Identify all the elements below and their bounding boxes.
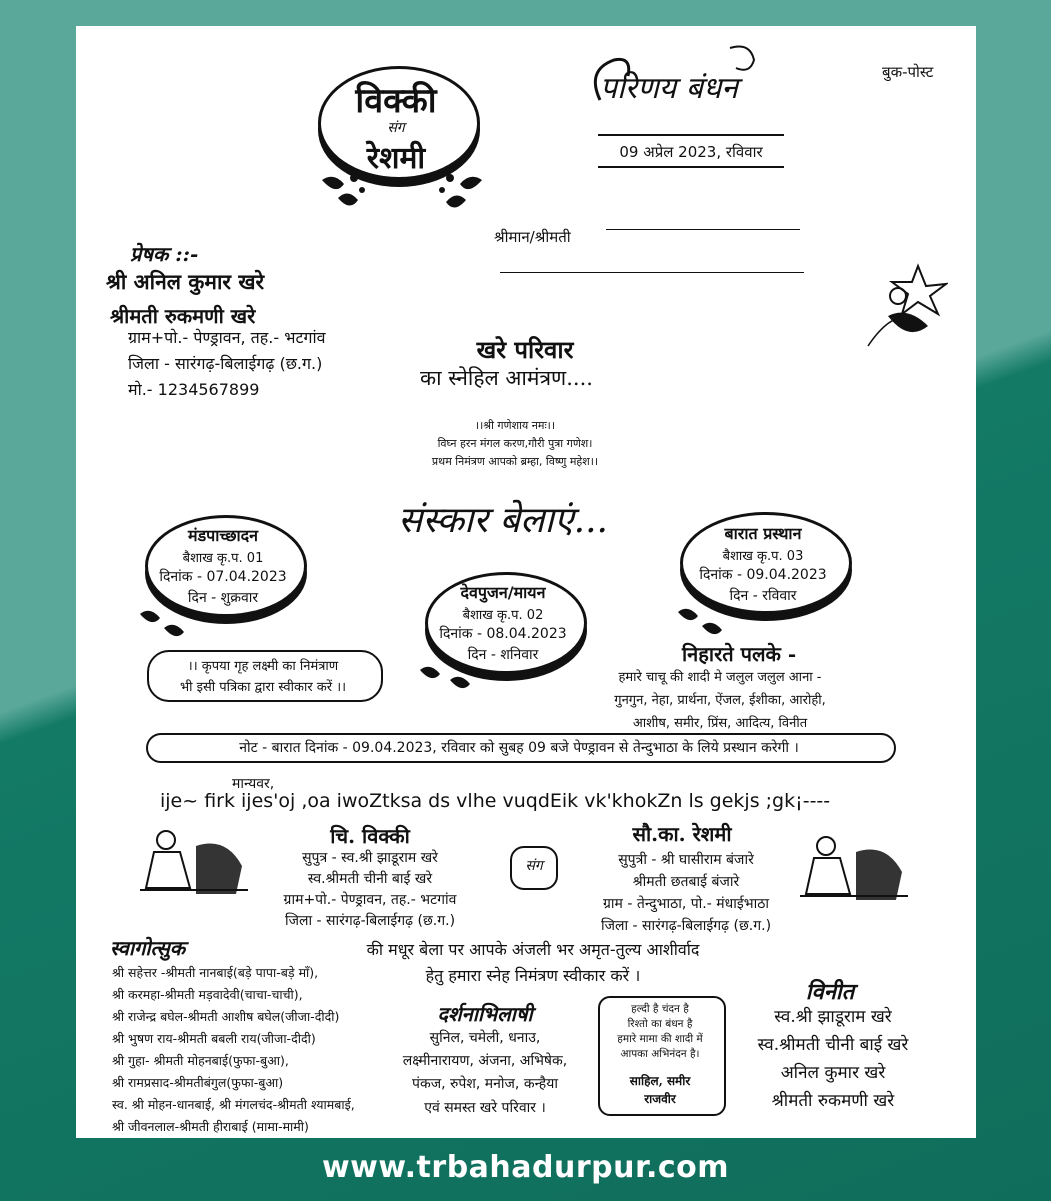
shloka-line-3: प्रथम निमंत्रण आपको ब्रम्हा, विष्णु महेश।। bbox=[431, 455, 599, 468]
haldi-line-1: हल्दी है चंदन है bbox=[631, 1003, 689, 1015]
kids-line-3: आशीष, समीर, प्रिंस, आदित्य, विनीत bbox=[632, 716, 808, 731]
darshan-line-3: पंकज, रुपेश, मनोज, कन्हैया bbox=[412, 1076, 558, 1092]
bride-line-4: जिला - सारंगढ़-बिलाईगढ़ (छ.ग.) bbox=[600, 918, 772, 934]
salutation-text: ije~ firk ijes'oj ,oa iwoZtksa ds vlhe vuqdEik vk'khokZn ls gekjs ;gk¡---- bbox=[160, 790, 831, 812]
welcome-list bbox=[112, 962, 355, 1138]
salutation-label: मान्यवर, bbox=[232, 776, 275, 792]
flower-corner-icon bbox=[858, 256, 948, 364]
welcome-item: श्री करमहा-श्रीमती मड़वादेवी(चाचा-चाची), bbox=[112, 987, 303, 1002]
sender-mobile: मो.- 1234567899 bbox=[128, 380, 260, 399]
haldi-names-1: साहिल, समीर bbox=[629, 1074, 691, 1088]
kids-line-1: हमारे चाचू की शादी मे जलुल जलुल आना - bbox=[618, 670, 822, 685]
event-3-ornament-icon bbox=[672, 598, 732, 638]
floral-ornament-icon bbox=[312, 160, 492, 220]
kids-line-2: गुनगुन, नेहा, प्रार्थना, ऐंजल, ईशीका, आरोही, bbox=[614, 693, 826, 708]
request-note-line-1: ।। कृपया गृह लक्ष्मी का निमंत्राण bbox=[187, 659, 339, 674]
wedding-date: 09 अप्रेल 2023, रविवार bbox=[619, 143, 763, 161]
sender-name-1: श्री अनिल कुमार खरे bbox=[106, 269, 265, 294]
book-post-label: बुक-पोस्ट bbox=[882, 63, 934, 81]
blessing-line-2: हेतु हमारा स्नेह निमंत्रण स्वीकार करें । bbox=[425, 966, 641, 985]
bride-line-3: ग्राम - तेन्दुभाठा, पो.- मंधाईभाठा bbox=[603, 896, 769, 912]
event-1-title: मंडपाच्छादन bbox=[188, 526, 258, 545]
center-emblem-text: संग bbox=[525, 858, 543, 874]
haldi-line-4: आपका अभिनंदन है। bbox=[620, 1048, 700, 1060]
date-rule-bottom bbox=[598, 166, 784, 168]
haldi-line-2: रिश्तो का बंधन है bbox=[627, 1018, 693, 1030]
sender-label: प्रेषक ::- bbox=[130, 242, 199, 266]
invite-tagline: का स्नेहिल आमंत्रण.... bbox=[420, 366, 593, 390]
darshan-line-4: एवं समस्त खरे परिवार । bbox=[424, 1100, 546, 1116]
note-text: नोट - बारात दिनांक - 09.04.2023, रविवार को सुबह 09 बजे पेण्ड्रावन से तेन्दुभाठा के लिये प्रस्थान करेगी । bbox=[239, 740, 799, 756]
family-name: खरे परिवार bbox=[476, 335, 574, 364]
welcome-item: श्री रामप्रसाद-श्रीमतीबंगुल(फुफा-बुआ) bbox=[112, 1075, 284, 1090]
sender-name-2: श्रीमती रुकमणी खरे bbox=[110, 304, 256, 328]
event-1-day: दिन - शुक्रवार bbox=[187, 590, 259, 606]
event-2-day: दिन - शनिवार bbox=[467, 647, 539, 663]
groom-name-heading: विक्की bbox=[355, 81, 437, 121]
event-3-date: दिनांक - 09.04.2023 bbox=[699, 567, 827, 583]
groom-line-4: जिला - सारंगढ़-बिलाईगढ़ (छ.ग.) bbox=[284, 913, 456, 929]
bride-name-heading: रेशमी bbox=[366, 141, 426, 176]
darshan-line-2: लक्ष्मीनारायण, अंजना, अभिषेक, bbox=[402, 1053, 568, 1069]
event-2-title: देवपुजन/मायन bbox=[460, 583, 546, 602]
event-2-tithi: बैशाख कृ.प. 02 bbox=[462, 608, 544, 623]
kids-title: निहारते पलके - bbox=[682, 642, 797, 666]
shloka-line-2: विघ्न हरन मंगल करण,गौरी पुत्रा गणेश। bbox=[437, 437, 593, 450]
sanskar-title: संस्कार बेलाएं... bbox=[398, 500, 609, 541]
request-note-line-2: भी इसी पत्रिका द्वारा स्वीकार करें ।। bbox=[179, 680, 347, 695]
vinit-line-1: स्व.श्री झाडूराम खरे bbox=[774, 1007, 892, 1027]
groom-title: चि. विक्की bbox=[330, 824, 410, 848]
vinit-title: विनीत bbox=[805, 979, 855, 1005]
event-1-date: दिनांक - 07.04.2023 bbox=[159, 569, 287, 585]
groom-line-2: स्व.श्रीमती चीनी बाई खरे bbox=[307, 871, 433, 887]
welcome-item: स्व. श्री मोहन-धानबाई, श्री मंगलचंद-श्रीमती श्यामबाई, bbox=[112, 1097, 355, 1112]
welcome-item: श्री सहेत्तर -श्रीमती नानबाई(बड़े पापा-बड़े माँ), bbox=[112, 965, 319, 980]
event-1-ornament-icon bbox=[134, 600, 194, 640]
footer-url[interactable]: www.trbahadurpur.com bbox=[321, 1150, 730, 1185]
event-3-tithi: बैशाख कृ.प. 03 bbox=[722, 549, 804, 564]
haldi-names-2: राजवीर bbox=[644, 1092, 676, 1106]
welcome-item: श्री राजेन्द्र बघेल-श्रीमती आशीष बघेल(जीजा-दीदी) bbox=[112, 1009, 340, 1024]
event-2-ornament-icon bbox=[414, 658, 484, 694]
groom-couple-illustration-icon bbox=[136, 826, 252, 896]
addressee-line-1 bbox=[606, 229, 800, 230]
bride-title: सौ.का. रेशमी bbox=[632, 822, 732, 846]
groom-line-1: सुपुत्र - स्व.श्री झाडूराम खरे bbox=[302, 850, 438, 866]
shloka-line-1: ।।श्री गणेशाय नमः।। bbox=[474, 419, 556, 432]
groom-line-3: ग्राम+पो.- पेण्ड्रावन, तह.- भटगांव bbox=[283, 892, 457, 908]
addressee-line-2 bbox=[500, 272, 804, 273]
event-3-day: दिन - रविवार bbox=[729, 588, 797, 604]
date-rule bbox=[598, 134, 784, 136]
welcome-title: स्वागोत्सुक bbox=[110, 936, 186, 960]
vinit-line-2: स्व.श्रीमती चीनी बाई खरे bbox=[757, 1035, 909, 1055]
sang-text: संग bbox=[387, 120, 405, 136]
darshan-title: दर्शनाभिलाषी bbox=[437, 1002, 533, 1026]
bride-line-2: श्रीमती छतबाई बंजारे bbox=[632, 874, 740, 890]
welcome-item: श्री भुषण राय-श्रीमती बबली राय(जीजा-दीदी) bbox=[112, 1031, 316, 1046]
haldi-line-3: हमारे मामा की शादी में bbox=[617, 1033, 703, 1045]
addressee-label: श्रीमान/श्रीमती bbox=[494, 228, 571, 246]
darshan-line-1: सुनिल, चमेली, धनाउ, bbox=[429, 1030, 541, 1046]
event-1-tithi: बैशाख कृ.प. 01 bbox=[182, 551, 264, 566]
welcome-item: श्री जीवनलाल-श्रीमती हीराबाई (मामा-मामी) bbox=[112, 1119, 309, 1134]
bride-line-1: सुपुत्री - श्री घासीराम बंजारे bbox=[618, 852, 754, 868]
sender-address-2: जिला - सारंगढ़-बिलाईगढ़ (छ.ग.) bbox=[128, 354, 323, 373]
welcome-item: श्री गुहा- श्रीमती मोहनबाई(फुफा-बुआ), bbox=[112, 1053, 289, 1068]
event-3-title: बारात प्रस्थान bbox=[724, 524, 802, 543]
event-2-date: दिनांक - 08.04.2023 bbox=[439, 626, 567, 642]
sender-address-1: ग्राम+पो.- पेण्ड्रावन, तह.- भटगांव bbox=[128, 328, 326, 347]
ceremony-title: परिणय बंधन bbox=[600, 71, 738, 106]
vinit-line-3: अनिल कुमार खरे bbox=[780, 1063, 886, 1083]
vinit-line-4: श्रीमती रुकमणी खरे bbox=[771, 1091, 895, 1111]
blessing-line-1: की मधूर बेला पर आपके अंजली भर अमृत-तुल्य आशीर्वाद bbox=[366, 940, 700, 959]
bride-couple-illustration-icon bbox=[796, 832, 912, 902]
